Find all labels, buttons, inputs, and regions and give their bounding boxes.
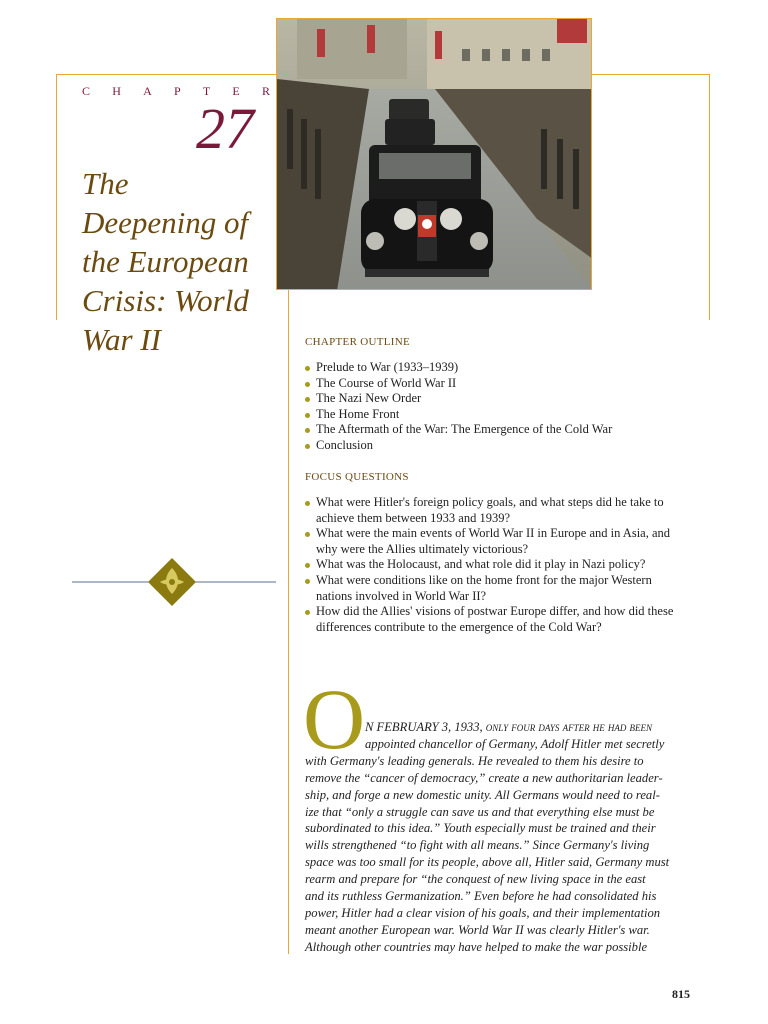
intro-line: ship, and forge a new domestic unity. All Germans would need to real- bbox=[305, 787, 660, 802]
focus-item bbox=[305, 557, 705, 573]
intro-line: ize that “only a struggle can save us and that everything else must be bbox=[305, 804, 655, 819]
intro-line: meant another European war. World War II was clearly Hitler's war. bbox=[305, 922, 650, 937]
intro-line: power, Hitler had a clear vision of his goals, and their implementation bbox=[305, 905, 661, 920]
title-line: Deepening of bbox=[82, 205, 249, 240]
outline-item: Prelude to War (1933–1939) bbox=[305, 360, 705, 376]
intro-line: remove the “cancer of democracy,” create a new authoritarian leader- bbox=[305, 770, 663, 785]
outline-item: The Home Front bbox=[305, 407, 705, 423]
title-line: War II bbox=[82, 322, 161, 357]
focus-line: What were conditions like on the home front for the major Western bbox=[316, 572, 652, 587]
drop-cap: O bbox=[303, 671, 366, 767]
focus-line: achieve them between 1933 and 1939? bbox=[316, 510, 511, 525]
focus-line: differences contribute to the emergence of the Cold War? bbox=[316, 619, 602, 634]
focus-line: nations involved in World War II? bbox=[316, 588, 487, 603]
focus-item bbox=[305, 573, 705, 604]
intro-line: wills strengthened “to fight with all means.” Since Germany's living bbox=[305, 838, 650, 853]
chapter-letter: A bbox=[143, 84, 154, 98]
outline-item: Conclusion bbox=[305, 438, 705, 454]
focus-line: What were the main events of World War II in Europe and in Asia, and bbox=[316, 526, 671, 541]
outline-heading: CHAPTER OUTLINE bbox=[305, 336, 411, 348]
title-line: The bbox=[82, 166, 129, 201]
focus-item bbox=[305, 604, 705, 635]
focus-item bbox=[305, 526, 705, 557]
top-left-rule bbox=[56, 74, 276, 75]
chapter-letter: E bbox=[232, 84, 242, 98]
parade-photo bbox=[276, 18, 592, 290]
chapter-letter: H bbox=[112, 84, 123, 98]
outline-item: The Aftermath of the War: The Emergence of the Cold War bbox=[305, 422, 705, 438]
right-vertical-rule bbox=[709, 74, 710, 320]
focus-line: why were the Allies ultimately victorious? bbox=[316, 541, 529, 556]
intro-paragraph bbox=[305, 719, 700, 956]
center-vertical-rule bbox=[288, 290, 289, 954]
outline-item: The Nazi New Order bbox=[305, 391, 705, 407]
outline-item: The Course of World War II bbox=[305, 376, 705, 392]
intro-line: appointed chancellor of Germany, Adolf Hitler met secretly bbox=[365, 736, 665, 751]
page-number: 815 bbox=[672, 987, 690, 1001]
top-right-rule bbox=[592, 74, 710, 75]
intro-line: and its ruthless Germanization.” Even before he had consolidated his bbox=[305, 889, 657, 904]
outline-list bbox=[305, 360, 705, 454]
intro-line: N FEBRUARY 3, 1933, only four days after he had been bbox=[365, 720, 653, 734]
parade-photo-icon bbox=[277, 19, 592, 290]
left-vertical-rule bbox=[56, 74, 57, 320]
chapter-number: 27 bbox=[196, 96, 254, 161]
focus-list bbox=[305, 495, 705, 635]
focus-item bbox=[305, 495, 705, 526]
focus-line: What were Hitler's foreign policy goals, and what steps did he take to bbox=[316, 495, 664, 509]
diamond-ornament-icon bbox=[72, 556, 276, 608]
chapter-letter: R bbox=[261, 84, 272, 98]
title-line: Crisis: World bbox=[82, 283, 249, 318]
title-line: the European bbox=[82, 244, 249, 279]
chapter-letter: C bbox=[82, 84, 93, 98]
chapter-title bbox=[82, 164, 272, 359]
intro-line: rearm and prepare for “the conquest of new living space in the east bbox=[305, 872, 646, 887]
intro-line: Although other countries may have helped to make the war possible bbox=[305, 939, 648, 954]
chapter-letter: T bbox=[202, 84, 213, 98]
intro-line: with Germany's leading generals. He revealed to them his desire to bbox=[305, 753, 644, 768]
focus-line: What was the Holocaust, and what role did it play in Nazi policy? bbox=[316, 557, 646, 572]
intro-line: subordinated to this idea.” Youth especially must be trained and their bbox=[305, 821, 656, 836]
intro-line: space was too small for its people, above all, Hitler said, Germany must bbox=[305, 855, 670, 870]
chapter-letter: P bbox=[173, 84, 183, 98]
focus-heading: FOCUS QUESTIONS bbox=[305, 471, 409, 483]
focus-line: How did the Allies' visions of postwar Europe differ, and how did these bbox=[316, 604, 674, 619]
